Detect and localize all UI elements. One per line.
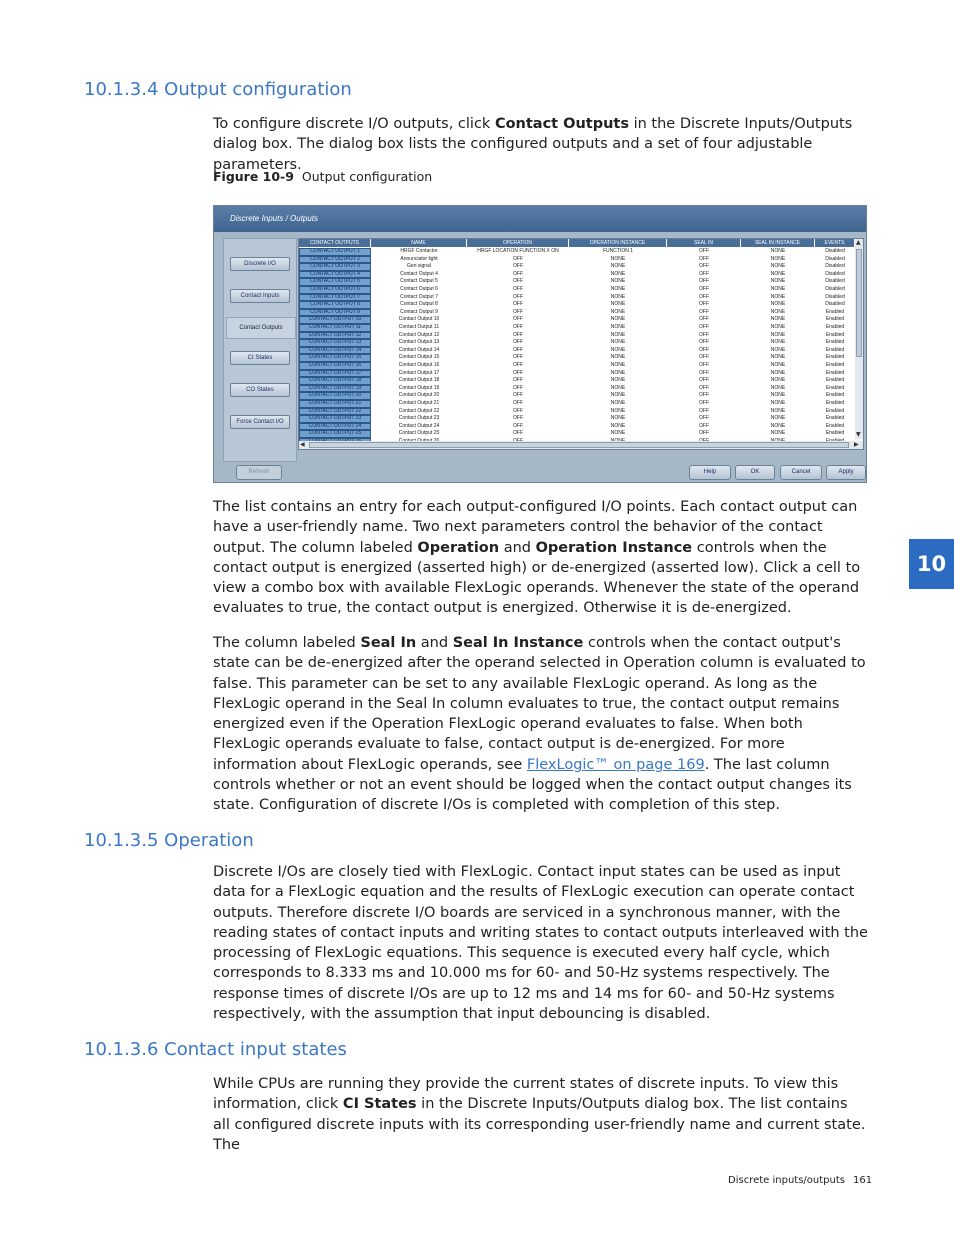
table-cell[interactable]: NONE xyxy=(770,316,786,323)
table-cell[interactable]: NONE xyxy=(610,422,626,429)
nav-button-force-contact-io[interactable]: Force Contact I/O xyxy=(230,415,290,429)
table-cell[interactable]: OFF xyxy=(513,354,523,361)
table-cell[interactable]: OFF xyxy=(699,316,709,323)
cancel-button[interactable]: Cancel xyxy=(780,465,822,480)
table-cell[interactable]: OFF xyxy=(513,400,523,406)
table-cell[interactable]: OFF xyxy=(513,392,523,399)
table-cell[interactable]: Contact Output 15 xyxy=(398,354,440,361)
footer-section-name: Discrete inputs/outputs xyxy=(728,1175,845,1186)
table-cell[interactable]: OFF xyxy=(513,270,523,277)
table-cell[interactable]: NONE xyxy=(770,255,786,262)
row-header-cell[interactable]: CONTACT OUTPUT 23 xyxy=(299,415,371,423)
help-button[interactable]: Help xyxy=(689,465,731,480)
table-cell[interactable]: OFF xyxy=(513,346,523,353)
table-cell[interactable]: Enabled xyxy=(825,362,845,368)
row-header-cell[interactable]: CONTACT OUTPUT 9 xyxy=(299,309,371,317)
table-column-header[interactable]: OPERATION xyxy=(467,239,569,247)
ok-button[interactable]: OK xyxy=(735,465,775,480)
table-cell[interactable]: NONE xyxy=(770,400,786,406)
row-header-cell[interactable]: CONTACT OUTPUT 24 xyxy=(299,423,371,431)
table-cell[interactable]: FUNCTION 1 xyxy=(603,248,633,254)
table-cell[interactable]: Enabled xyxy=(825,324,845,330)
table-row[interactable] xyxy=(299,324,855,332)
paragraph-contact-input-states: While CPUs are running they provide the current states of discrete inputs. To view this information, click CI States in the Discrete Inputs/Outputs dialog box. The list contains all configured discrete inputs with its corresponding user-friendly name and current state. The xyxy=(213,1076,866,1153)
table-cell[interactable]: NONE xyxy=(770,377,786,384)
table-cell[interactable]: Contact Output 13 xyxy=(398,339,440,346)
row-header-cell[interactable]: CONTACT OUTPUT 20 xyxy=(299,392,371,400)
table-cell[interactable]: OFF xyxy=(699,392,709,399)
row-header-cell[interactable]: CONTACT OUTPUT 10 xyxy=(299,316,371,324)
table-cell[interactable]: Contact Output 10 xyxy=(398,316,440,323)
table-cell[interactable]: Enabled xyxy=(825,422,845,429)
table-cell[interactable]: NONE xyxy=(770,362,786,368)
row-header-cell[interactable]: CONTACT OUTPUT 14 xyxy=(299,347,371,355)
table-cell[interactable]: OFF xyxy=(699,263,709,270)
scroll-up-icon[interactable]: ▲ xyxy=(856,239,861,246)
table-cell[interactable]: NONE xyxy=(770,324,786,330)
table-cell[interactable]: NONE xyxy=(610,430,626,437)
table-cell[interactable]: Disabled xyxy=(825,263,845,270)
table-row[interactable] xyxy=(299,256,855,264)
table-cell[interactable]: OFF xyxy=(513,377,523,384)
table-cell[interactable]: Gen signal xyxy=(407,263,431,270)
table-cell[interactable]: Contact Output 23 xyxy=(398,415,440,422)
table-row[interactable] xyxy=(299,408,855,416)
paragraph-operation: Discrete I/Os are closely tied with FlexLogic. Contact input states can be used as input data for a FlexLogic equation and the results of FlexLogic execution can operate contact outputs. Therefore discrete I/O boards are serviced in a synchronous manner, with the reading states of contact inputs and writing states to contact outputs interleaved with the processing of FlexLogic equations. This sequence is executed every half cycle, which corresponds to 8.333 ms and 10.000 ms for 60- and 50-Hz systems respectively. The response times of discrete I/Os are up to 12 ms and 14 ms for 60- and 50-Hz systems respectively, with the assumption that input debouncing is disabled. xyxy=(213,864,868,1023)
table-cell[interactable]: NONE xyxy=(770,308,786,315)
table-cell[interactable]: NONE xyxy=(610,316,626,323)
row-header-cell[interactable]: CONTACT OUTPUT 11 xyxy=(299,324,371,332)
table-cell[interactable]: OFF xyxy=(699,346,709,353)
table-row[interactable] xyxy=(299,271,855,279)
table-cell[interactable]: OFF xyxy=(699,384,709,391)
row-header-cell[interactable]: CONTACT OUTPUT 19 xyxy=(299,385,371,393)
section-heading-contact-input-states: 10.1.3.6 Contact input states xyxy=(84,1039,347,1060)
table-cell[interactable]: HRGF Contactor xyxy=(400,248,438,254)
table-cell[interactable]: Disabled xyxy=(825,270,845,277)
table-cell[interactable]: OFF xyxy=(699,331,709,338)
table-cell[interactable]: NONE xyxy=(770,407,786,414)
table-cell[interactable]: OFF xyxy=(513,324,523,330)
table-cell[interactable]: Disabled xyxy=(825,301,845,308)
row-header-cell[interactable]: CONTACT OUTPUT 8 xyxy=(299,301,371,309)
table-cell[interactable]: NONE xyxy=(610,339,626,346)
table-cell[interactable]: NONE xyxy=(610,362,626,368)
table-cell[interactable]: NONE xyxy=(770,263,786,270)
table-cell[interactable]: OFF xyxy=(699,377,709,384)
row-header-cell[interactable]: CONTACT OUTPUT 15 xyxy=(299,354,371,362)
table-row[interactable] xyxy=(299,339,855,347)
table-cell[interactable]: Enabled xyxy=(825,407,845,414)
table-cell[interactable]: Contact Output 11 xyxy=(398,324,440,330)
table-row[interactable] xyxy=(299,347,855,355)
table-cell[interactable]: Enabled xyxy=(825,400,845,406)
table-row[interactable] xyxy=(299,392,855,400)
table-cell[interactable]: Contact Output 6 xyxy=(400,286,438,292)
table-cell[interactable]: Disabled xyxy=(825,255,845,262)
table-cell[interactable]: NONE xyxy=(610,407,626,414)
table-cell[interactable]: Contact Output 4 xyxy=(400,270,438,277)
dialog-title: Discrete Inputs / Outputs xyxy=(230,214,319,223)
table-row[interactable] xyxy=(299,248,855,256)
table-cell[interactable]: NONE xyxy=(770,293,786,300)
table-cell[interactable]: OFF xyxy=(513,415,523,422)
table-cell[interactable]: Enabled xyxy=(825,346,845,353)
table-cell[interactable]: OFF xyxy=(699,362,709,368)
table-row[interactable] xyxy=(299,278,855,286)
table-cell[interactable]: NONE xyxy=(610,392,626,399)
table-cell[interactable]: OFF xyxy=(699,286,709,292)
table-cell[interactable]: NONE xyxy=(610,354,626,361)
table-cell[interactable]: OFF xyxy=(699,354,709,361)
table-cell[interactable]: OFF xyxy=(513,422,523,429)
table-cell[interactable]: OFF xyxy=(699,255,709,262)
table-cell[interactable]: Contact Output 16 xyxy=(398,362,440,368)
table-cell[interactable]: Enabled xyxy=(825,331,845,338)
table-cell[interactable]: NONE xyxy=(770,346,786,353)
row-header-cell[interactable]: CONTACT OUTPUT 13 xyxy=(299,339,371,347)
table-column-header[interactable]: OPERATION INSTANCE xyxy=(569,239,667,247)
table-cell[interactable]: OFF xyxy=(699,324,709,330)
table-cell[interactable]: OFF xyxy=(513,301,523,308)
apply-button[interactable]: Apply xyxy=(826,465,866,480)
row-header-cell[interactable]: CONTACT OUTPUT 1 xyxy=(299,248,371,256)
vertical-scroll-thumb[interactable] xyxy=(856,249,862,357)
table-cell[interactable]: NONE xyxy=(610,384,626,391)
table-cell[interactable]: NONE xyxy=(770,301,786,308)
table-cell[interactable]: NONE xyxy=(770,430,786,437)
table-row[interactable] xyxy=(299,294,855,302)
table-cell[interactable]: OFF xyxy=(513,278,523,285)
row-header-cell[interactable]: CONTACT OUTPUT 5 xyxy=(299,278,371,286)
table-cell[interactable]: Contact Output 14 xyxy=(398,346,440,353)
table-row[interactable] xyxy=(299,286,855,294)
table-cell[interactable]: Disabled xyxy=(825,286,845,292)
table-cell[interactable]: Contact Output 8 xyxy=(400,301,438,308)
scroll-down-icon[interactable]: ▼ xyxy=(856,431,861,438)
table-cell[interactable]: OFF xyxy=(513,369,523,376)
table-cell[interactable]: NONE xyxy=(610,286,626,292)
row-header-cell[interactable]: CONTACT OUTPUT 3 xyxy=(299,263,371,271)
table-cell[interactable]: Contact Output 17 xyxy=(398,369,440,376)
paragraph-output-intro: To configure discrete I/O outputs, click Contact Outputs in the Discrete Inputs/Outputs dialog box. The dialog box lists the configured outputs and a set of four adjustable parameters. xyxy=(213,116,853,173)
table-cell[interactable]: Contact Output 19 xyxy=(398,384,440,391)
table-cell[interactable]: OFF xyxy=(699,270,709,277)
row-header-cell[interactable]: CONTACT OUTPUT 6 xyxy=(299,286,371,294)
table-row[interactable] xyxy=(299,309,855,317)
row-header-cell[interactable]: CONTACT OUTPUT 18 xyxy=(299,377,371,385)
flexlogic-link[interactable]: FlexLogic™ on page 169 xyxy=(526,756,705,773)
vertical-scrollbar[interactable] xyxy=(855,239,863,439)
table-row[interactable] xyxy=(299,377,855,385)
table-cell[interactable]: Contact Output 24 xyxy=(398,422,440,429)
section-heading-output-configuration: 10.1.3.4 Output configuration xyxy=(84,79,352,100)
table-cell[interactable]: OFF xyxy=(513,430,523,437)
table-cell[interactable]: Contact Output 21 xyxy=(398,400,440,406)
table-cell[interactable]: NONE xyxy=(770,278,786,285)
table-cell[interactable]: NONE xyxy=(610,400,626,406)
table-cell[interactable]: NONE xyxy=(770,248,786,254)
table-cell[interactable]: OFF xyxy=(513,362,523,368)
table-cell[interactable]: OFF xyxy=(513,255,523,262)
figure-caption: Figure 10-9 Output configuration xyxy=(213,169,433,184)
table-cell[interactable]: Annunciator light xyxy=(400,255,438,262)
table-row[interactable] xyxy=(299,316,855,324)
table-cell[interactable]: NONE xyxy=(610,415,626,422)
table-cell[interactable]: OFF xyxy=(699,422,709,429)
scroll-right-icon[interactable]: ▶ xyxy=(854,441,859,448)
table-column-header[interactable]: NAME xyxy=(371,239,467,247)
table-cell[interactable]: Enabled xyxy=(825,316,845,323)
section-heading-operation: 10.1.3.5 Operation xyxy=(84,830,254,851)
table-cell[interactable]: OFF xyxy=(699,278,709,285)
table-cell[interactable]: Enabled xyxy=(825,308,845,315)
table-column-header[interactable]: CONTACT OUTPUTS xyxy=(299,239,371,247)
table-cell[interactable]: Enabled xyxy=(825,339,845,346)
contact-outputs-table xyxy=(298,238,864,450)
table-cell[interactable]: Disabled xyxy=(825,248,845,254)
nav-button-contact-outputs[interactable]: Contact Outputs xyxy=(226,317,296,339)
row-header-cell[interactable]: CONTACT OUTPUT 12 xyxy=(299,332,371,340)
table-row[interactable] xyxy=(299,332,855,340)
table-cell[interactable]: Enabled xyxy=(825,430,845,437)
row-header-cell[interactable]: CONTACT OUTPUT 25 xyxy=(299,430,371,438)
row-header-cell[interactable]: CONTACT OUTPUT 4 xyxy=(299,271,371,279)
table-cell[interactable]: NONE xyxy=(610,263,626,270)
row-header-cell[interactable]: CONTACT OUTPUT 16 xyxy=(299,362,371,370)
table-cell[interactable]: OFF xyxy=(513,407,523,414)
table-cell[interactable]: OFF xyxy=(513,286,523,292)
table-row[interactable] xyxy=(299,430,855,438)
table-cell[interactable]: NONE xyxy=(770,331,786,338)
table-cell[interactable]: Enabled xyxy=(825,354,845,361)
nav-button-discrete-io[interactable]: Discrete I/O xyxy=(230,257,290,271)
table-cell[interactable]: Contact Output 20 xyxy=(398,392,440,399)
scroll-left-icon[interactable]: ◀ xyxy=(300,441,305,448)
table-cell[interactable]: Enabled xyxy=(825,392,845,399)
table-header xyxy=(299,239,857,247)
horizontal-scroll-thumb[interactable] xyxy=(309,442,849,448)
dialog-title-bar xyxy=(214,206,866,232)
dialog-nav-panel xyxy=(223,238,297,462)
table-cell[interactable]: Contact Output 12 xyxy=(398,331,440,338)
nav-button-contact-inputs[interactable]: Contact Inputs xyxy=(230,289,290,303)
table-cell[interactable]: OFF xyxy=(699,415,709,422)
table-cell[interactable]: NONE xyxy=(610,308,626,315)
discrete-io-dialog xyxy=(213,205,867,483)
table-cell[interactable]: Enabled xyxy=(825,377,845,384)
horizontal-scrollbar[interactable] xyxy=(299,441,863,449)
row-header-cell[interactable]: CONTACT OUTPUT 17 xyxy=(299,370,371,378)
table-row[interactable] xyxy=(299,423,855,431)
row-header-cell[interactable]: CONTACT OUTPUT 2 xyxy=(299,256,371,264)
table-cell[interactable]: NONE xyxy=(770,392,786,399)
table-cell[interactable]: OFF xyxy=(513,339,523,346)
row-header-cell[interactable]: CONTACT OUTPUT 22 xyxy=(299,408,371,416)
table-cell[interactable]: Enabled xyxy=(825,384,845,391)
nav-button-ci-states[interactable]: CI States xyxy=(230,351,290,365)
footer-page-number: 161 xyxy=(853,1175,873,1186)
table-row[interactable] xyxy=(299,362,855,370)
table-cell[interactable]: NONE xyxy=(770,286,786,292)
table-cell[interactable]: Contact Output 5 xyxy=(400,278,438,285)
table-cell[interactable]: OFF xyxy=(699,301,709,308)
table-cell[interactable]: NONE xyxy=(610,278,626,285)
table-cell[interactable]: NONE xyxy=(610,301,626,308)
table-column-header[interactable]: EVENTS xyxy=(815,239,855,247)
nav-button-co-states[interactable]: CO States xyxy=(230,383,290,397)
table-row[interactable] xyxy=(299,301,855,309)
table-row[interactable] xyxy=(299,370,855,378)
refresh-button[interactable]: Refresh xyxy=(236,465,282,480)
table-cell[interactable]: OFF xyxy=(699,407,709,414)
table-cell[interactable]: OFF xyxy=(699,400,709,406)
table-cell[interactable]: HRGF LOCATION FUNCTION X ON xyxy=(477,248,559,254)
table-cell[interactable]: Contact Output 25 xyxy=(398,430,440,437)
table-cell[interactable]: OFF xyxy=(513,308,523,315)
table-cell[interactable]: NONE xyxy=(610,255,626,262)
table-cell[interactable]: Disabled xyxy=(825,293,845,300)
table-cell[interactable]: NONE xyxy=(610,293,626,300)
table-column-header[interactable]: SEAL IN INSTANCE xyxy=(741,239,815,247)
table-cell[interactable]: Enabled xyxy=(825,369,845,376)
table-row[interactable] xyxy=(299,400,855,408)
table-cell[interactable]: OFF xyxy=(513,384,523,391)
table-cell[interactable]: Enabled xyxy=(825,415,845,422)
table-cell[interactable]: NONE xyxy=(610,331,626,338)
table-cell[interactable]: Contact Output 18 xyxy=(398,377,440,384)
table-cell[interactable]: OFF xyxy=(699,430,709,437)
table-cell[interactable]: Contact Output 9 xyxy=(400,308,438,315)
table-cell[interactable]: NONE xyxy=(610,324,626,330)
table-cell[interactable]: OFF xyxy=(513,293,523,300)
table-cell[interactable]: NONE xyxy=(770,339,786,346)
table-cell[interactable]: OFF xyxy=(699,293,709,300)
table-cell[interactable]: NONE xyxy=(610,369,626,376)
table-cell[interactable]: NONE xyxy=(770,384,786,391)
table-row[interactable] xyxy=(299,354,855,362)
table-cell[interactable]: OFF xyxy=(513,316,523,323)
table-cell[interactable]: NONE xyxy=(770,270,786,277)
table-cell[interactable]: Contact Output 22 xyxy=(398,407,440,414)
table-cell[interactable]: NONE xyxy=(770,369,786,376)
table-cell[interactable]: NONE xyxy=(610,270,626,277)
table-row[interactable] xyxy=(299,385,855,393)
table-column-header[interactable]: SEAL IN xyxy=(667,239,741,247)
table-cell[interactable]: NONE xyxy=(770,422,786,429)
table-row[interactable] xyxy=(299,415,855,423)
table-row[interactable] xyxy=(299,263,855,271)
table-cell[interactable]: OFF xyxy=(699,308,709,315)
table-cell[interactable]: OFF xyxy=(699,248,709,254)
table-cell[interactable]: Disabled xyxy=(825,278,845,285)
table-cell[interactable]: NONE xyxy=(610,377,626,384)
table-cell[interactable]: NONE xyxy=(610,346,626,353)
row-header-cell[interactable]: CONTACT OUTPUT 7 xyxy=(299,294,371,302)
row-header-cell[interactable]: CONTACT OUTPUT 21 xyxy=(299,400,371,408)
paragraph-seal-in: The column labeled Seal In and Seal In Instance controls when the contact output's state can be de-energized after the operand selected in Operation column is evaluated to false. This parameter can be set to any available FlexLogic operand. As long as the FlexLogic operand in the Seal In column evaluates to true, the contact output remains energized even if the Operation FlexLogic operand evaluates to false. When both FlexLogic operands evaluate to false, contact output is de-energized. For more information about FlexLogic operands, see FlexLogic™ on page 169. The last column controls whether or not an event should be logged when the contact output changes its state. Configuration of discrete I/Os is completed with completion of this step. xyxy=(213,635,866,814)
table-cell[interactable]: Contact Output 7 xyxy=(400,293,438,300)
table-cell[interactable]: NONE xyxy=(770,354,786,361)
table-cell[interactable]: OFF xyxy=(513,331,523,338)
table-cell[interactable]: OFF xyxy=(513,263,523,270)
table-cell[interactable]: OFF xyxy=(699,339,709,346)
table-cell[interactable]: NONE xyxy=(770,415,786,422)
chapter-tab[interactable]: 10 xyxy=(909,539,954,589)
paragraph-operation-columns: The list contains an entry for each output-configured I/O points. Each contact output can have a user-friendly name. Two next parameters control the behavior of the contact output. The column labeled Operation and Operation Instance controls when the contact output is energized (asserted high) or de-energized (asserted low). Click a cell to view a combo box with available FlexLogic operands. Whenever the state of the operand evaluates to true, the contact output is energized. Otherwise it is de-energized. xyxy=(213,499,861,617)
table-cell[interactable]: OFF xyxy=(699,369,709,376)
